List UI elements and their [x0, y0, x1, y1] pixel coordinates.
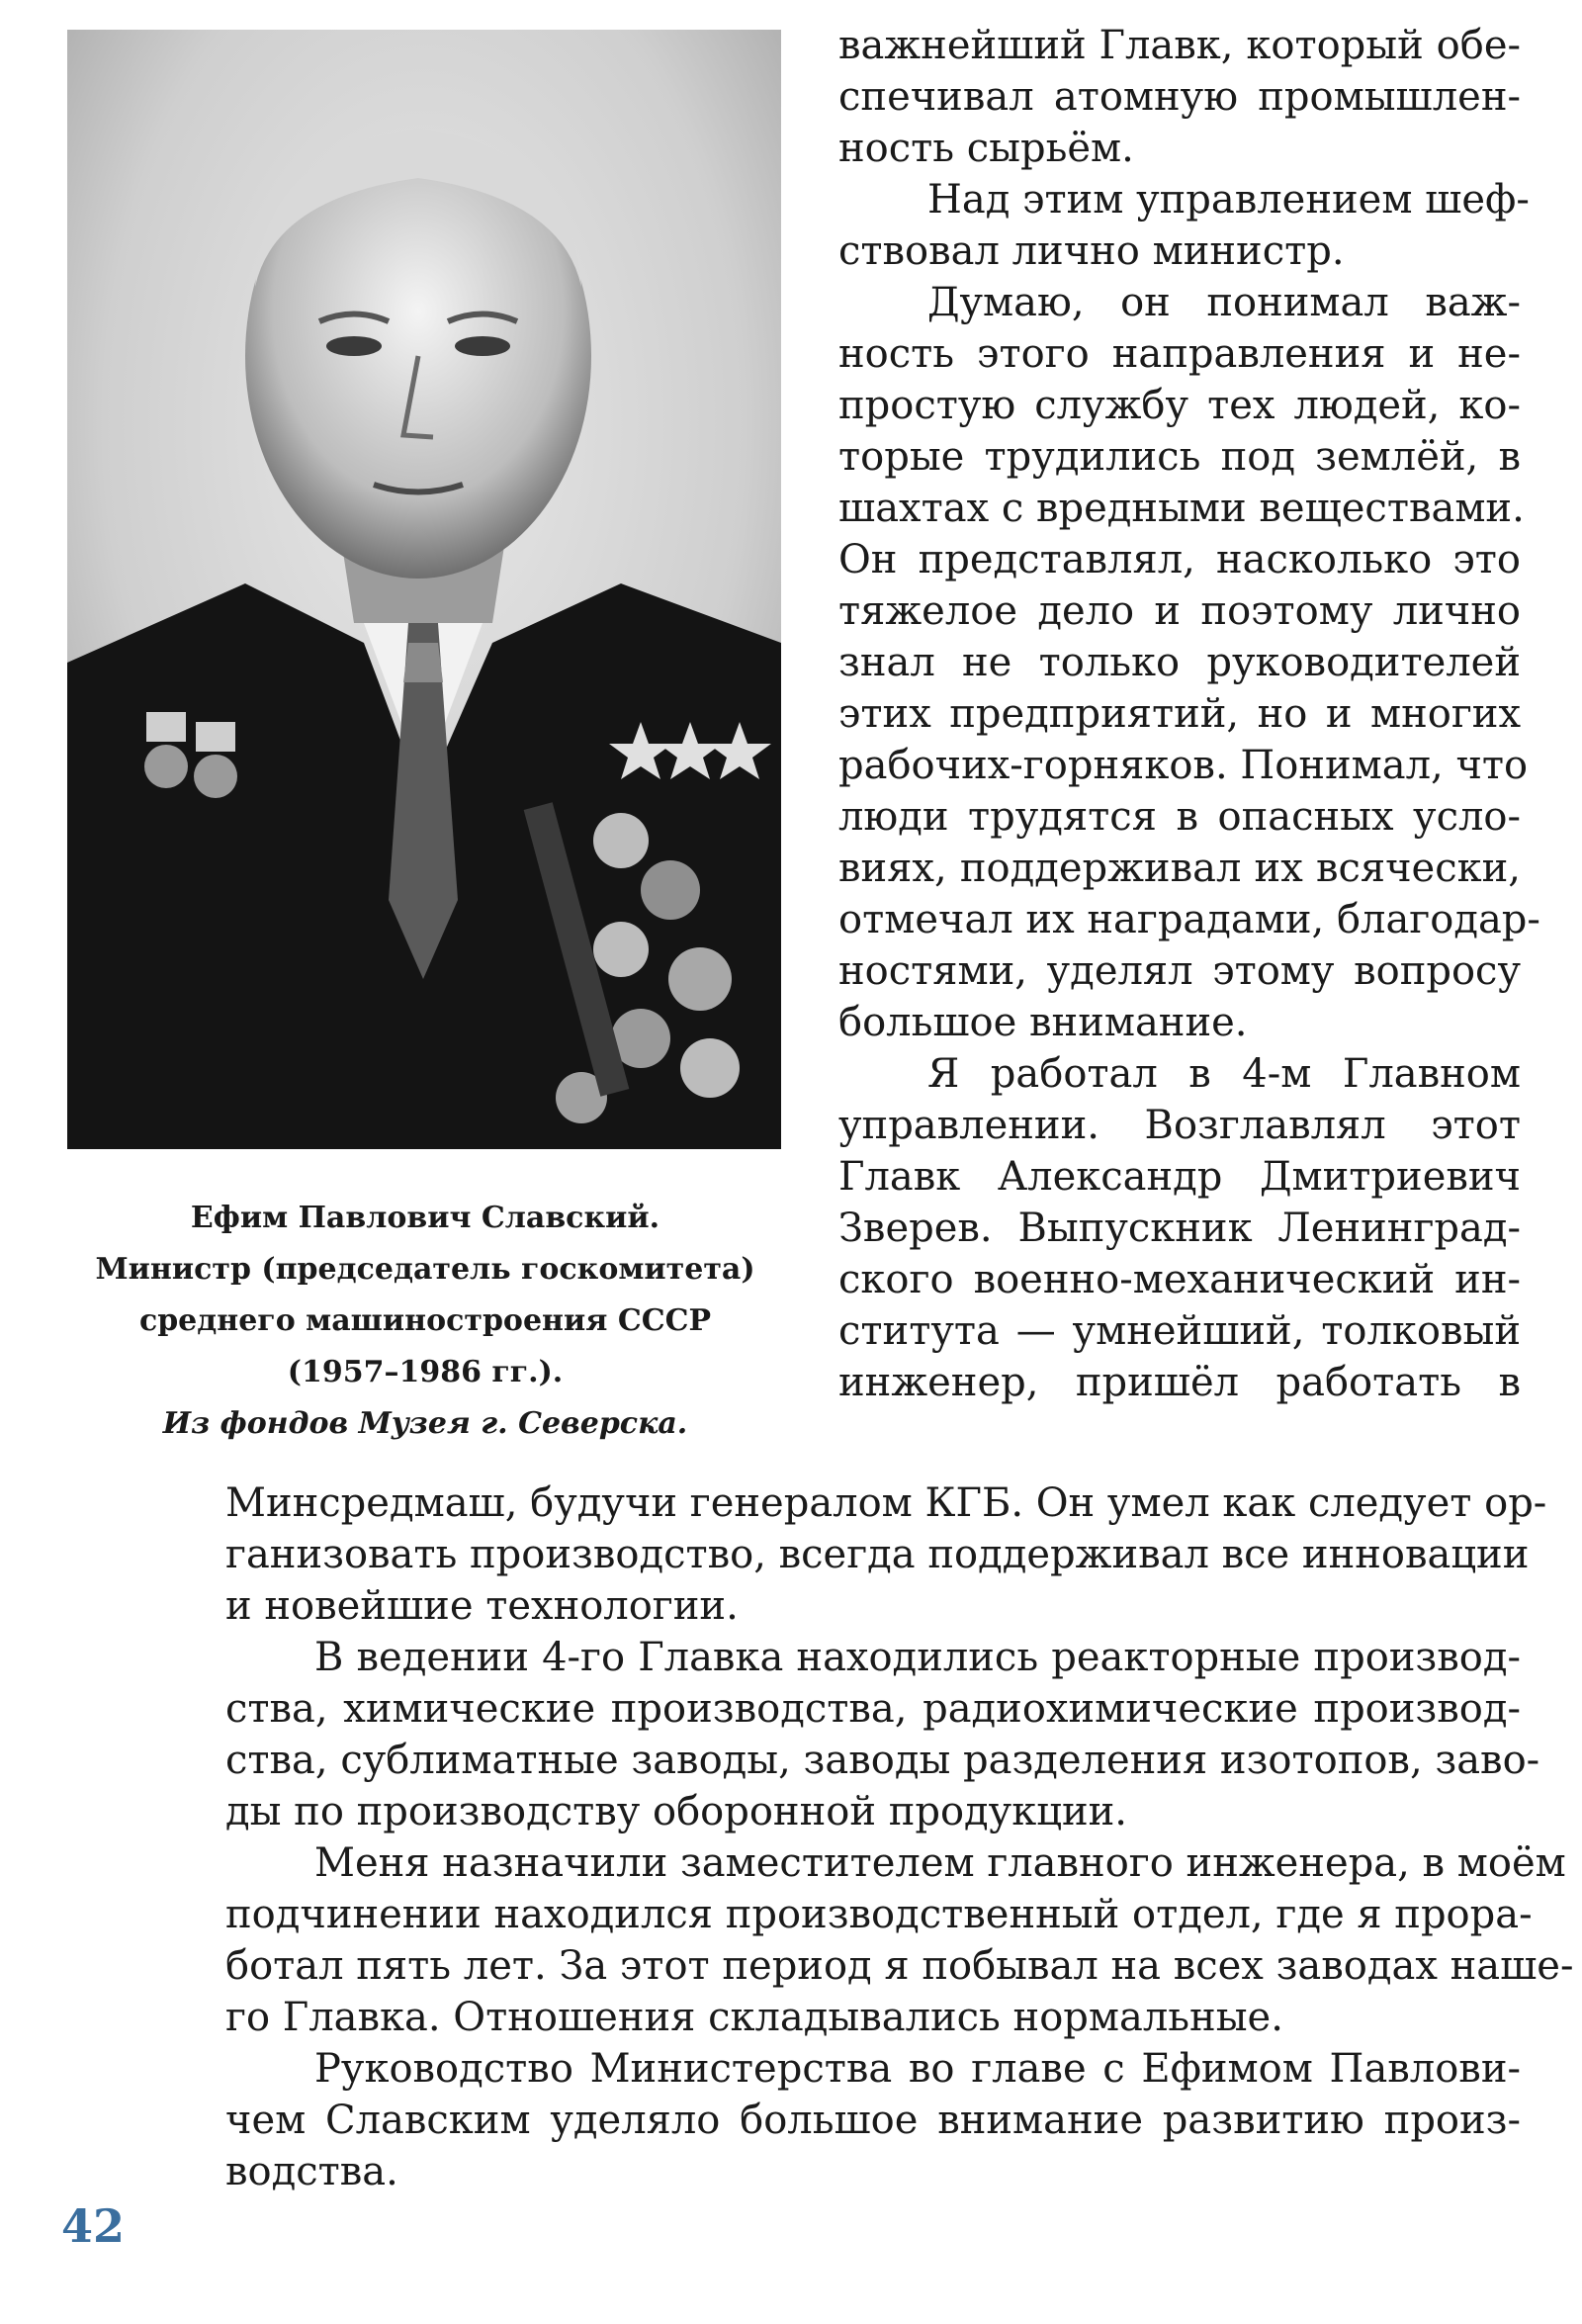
text-line: этих предприятий, но и многих — [838, 691, 1521, 737]
text-line: управлении. Возглавлял этот — [838, 1103, 1521, 1148]
text-line: ствовал лично министр. — [838, 228, 1345, 274]
text-line: Главк Александр Дмитриевич — [838, 1154, 1521, 1200]
text-line: шахтах с вредными веществами. — [838, 486, 1525, 531]
portrait-photo — [67, 30, 781, 1149]
text-line: ститута — умнейший, толковый — [838, 1308, 1521, 1354]
photo-caption — [59, 1193, 791, 1450]
caption-line: Ефим Павлович Славский. — [190, 1201, 660, 1235]
text-line: тяжелое дело и поэтому лично — [838, 588, 1521, 634]
paragraph — [225, 1837, 1574, 2043]
text-line: Руководство Министерства во главе с Ефимом Павлови- — [314, 2046, 1521, 2092]
text-line: ского военно-механический ин- — [838, 1257, 1521, 1302]
text-line: Думаю, он понимал важ- — [927, 280, 1521, 325]
paragraph — [225, 2043, 1521, 2197]
right-text-column — [838, 20, 1540, 1408]
paragraph — [838, 277, 1540, 1048]
text-line: и новейшие технологии. — [225, 1583, 739, 1629]
text-line: ностями, уделял этому вопросу — [838, 948, 1521, 994]
full-text-column — [225, 1477, 1574, 2197]
page-number: 42 — [61, 2199, 126, 2253]
text-line: Минсредмаш, будучи генералом КГБ. Он умел как следует ор- — [225, 1480, 1547, 1526]
paragraph — [838, 20, 1521, 174]
text-line: Над этим управлением шеф- — [927, 177, 1530, 223]
text-line: го Главка. Отношения складывались нормальные. — [225, 1995, 1283, 2040]
caption-line: среднего машиностроения СССР — [138, 1303, 712, 1338]
paragraph — [838, 1048, 1521, 1408]
text-line: Зверев. Выпускник Ленинград- — [838, 1206, 1521, 1251]
text-line: Меня назначили заместителем главного инженера, в моём — [314, 1840, 1566, 1886]
text-line: Он представлял, насколько это — [838, 537, 1521, 582]
text-line: большое внимание. — [838, 1000, 1248, 1045]
text-line: чем Славским уделяло большое внимание развитию произ- — [225, 2098, 1521, 2143]
paragraph — [225, 1477, 1547, 1632]
text-line: рабочих-горняков. Понимал, что — [838, 743, 1529, 788]
text-line: ботал пять лет. За этот период я побывал на всех заводах наше- — [225, 1943, 1574, 1989]
text-line: знал не только руководителей — [838, 640, 1521, 685]
text-line: спечивал атомную промышлен- — [838, 74, 1521, 120]
text-line: люди трудятся в опасных усло- — [838, 794, 1521, 840]
text-line: ность этого направления и не- — [838, 331, 1521, 377]
text-line: инженер, пришёл работать в — [838, 1360, 1521, 1405]
caption-line: (1957–1986 гг.). — [287, 1355, 564, 1389]
text-line: Я работал в 4-м Главном — [927, 1051, 1521, 1097]
text-line: торые трудились под землёй, в — [838, 434, 1521, 480]
portrait-photo-icon — [67, 30, 781, 1149]
text-line: ность сырьём. — [838, 126, 1134, 171]
text-line: виях, поддерживал их всячески, — [838, 846, 1521, 891]
text-line: важнейший Главк, который обе- — [838, 23, 1521, 68]
caption-source: Из фондов Музея г. Северска. — [162, 1406, 688, 1441]
text-line: ганизовать производство, всегда поддерживал все инновации — [225, 1532, 1530, 1577]
text-line: В ведении 4-го Главка находились реакторные производ- — [314, 1635, 1521, 1680]
caption-line: Министр (председатель госкомитета) — [95, 1252, 755, 1287]
text-line: простую службу тех людей, ко- — [838, 383, 1521, 428]
text-line: ства, химические производства, радиохимические производ- — [225, 1686, 1521, 1732]
text-line: водства. — [225, 2149, 398, 2194]
paragraph — [225, 1632, 1540, 1837]
text-line: подчинении находился производственный отдел, где я прора- — [225, 1892, 1533, 1937]
paragraph — [838, 174, 1530, 277]
text-line: ства, сублиматные заводы, заводы разделения изотопов, заво- — [225, 1738, 1540, 1783]
text-line: ды по производству оборонной продукции. — [225, 1789, 1127, 1834]
text-line: отмечал их наградами, благодар- — [838, 897, 1540, 942]
